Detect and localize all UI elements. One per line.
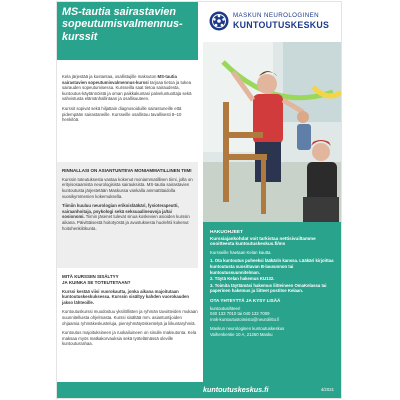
application-info-box bbox=[203, 222, 341, 382]
application-step: 3. Toimita täyttämäsi hakemus liitteineen OmaKelassa tai paperinen hakemus ja liitteet postitse Kelaan. bbox=[210, 282, 327, 294]
footer-date: 4/2021 bbox=[320, 387, 334, 392]
logo-mark-icon bbox=[209, 11, 229, 31]
intro-paragraph-1 bbox=[62, 74, 198, 102]
intro-text: Kela järjestää ja kustantaa, osallistujille maksuton bbox=[62, 74, 158, 79]
page-title: MS-tautia sairastavien sopeutumisvalmennus-kurssit bbox=[62, 6, 183, 43]
course-title-line2: JA KUINKA SE TOTEUTETAAN? bbox=[62, 279, 131, 285]
course-section-title bbox=[62, 274, 198, 286]
title-block bbox=[57, 2, 198, 60]
footer-bar bbox=[57, 382, 341, 398]
course-paragraph-3: Kuntoutus majoituksineen ja ruokailuineen on sinulle maksutonta. Kela maksaa myös matkakorvauksia sekä työtelämässä oleville kuntoutusrahaa. bbox=[62, 330, 197, 347]
contact-line: kuntoutusihteeri bbox=[210, 305, 241, 311]
brochure-page bbox=[57, 2, 341, 398]
contact-email[interactable]: mnk-kuntoutustoimisto@neuroliitto.fi bbox=[210, 316, 280, 322]
team-text-end: Tiimin jäsenet tulevat sinua koskevien asioiden kurssin aikana. Päivittäisestä hoitotyöstä ja avustuksesta huolehtii kokenut hoitohenkilökunta. bbox=[62, 214, 190, 231]
course-section bbox=[62, 274, 198, 351]
application-subheading: Kurssiajankohdat voit tarkistaa nettisivuiltamme osoitteesta kuntoutuskeskus.fi/ms bbox=[210, 235, 316, 247]
application-step: 1. Ota kuntoutus puheeksi lääkärin kanssa. Lääkäri kirjoittaa kuntoutusta suosittavan B-lausunnon tai kuntoutussuunnitelman. bbox=[210, 258, 334, 275]
course-paragraph-2: Kuntoutuskurssi muodostuu yksilöllisten ja ryhmän tavoitteiden mukaan suunnitelluista ohjelmasta. Kurssi sisältää mm. asiantuntijoiden ohjaamia ryhmäkeskusteluja, pienryhmätyöskentelyä ja liikuntaryhmiä. bbox=[62, 309, 198, 326]
logo-text bbox=[233, 12, 329, 30]
application-step: 2. Täytä Kelan hakemus KU132. bbox=[210, 276, 275, 282]
team-section bbox=[57, 162, 198, 268]
footer-url-link[interactable]: kuntoutuskeskus.fi bbox=[203, 385, 269, 394]
intro-section bbox=[62, 74, 198, 127]
rehabilitation-photo bbox=[203, 42, 341, 222]
applied-via-text: Kursseille haetaan Kelan kautta. bbox=[210, 249, 272, 255]
intro-text-end: tarjoaa tietoa ja tukea sairauden sopeutumisessa. Kursseilla saat tietoa sairaudesta, kuntoutus-käytännöistä ja oman paikkakuntasi palveluntuottaja sekä vahvistusta elämänhallintaan ja osallisuuteen. bbox=[62, 79, 192, 102]
course-title-line1: MITÄ KURSSIIN SISÄLTYY bbox=[62, 274, 119, 279]
application-steps bbox=[210, 258, 334, 294]
logo-line1: MASKUN NEUROLOGINEN bbox=[233, 12, 319, 19]
team-paragraph-2 bbox=[62, 203, 193, 231]
contact-organization: Maskun neurologinen kuntoutuskeskus bbox=[210, 326, 285, 332]
team-paragraph-1: Kurssin toteutuksesta vastaa kokenut moniammatillinen tiimi, jolla on erityisosaamista neurologisista sairauksista. MS-tautia sairastavien kuntoutusta järjestetään Maskussa vankalla ammattitaidolla vuosikymmenien kokemuksella. bbox=[62, 176, 193, 199]
course-paragraph-1: Kurssi kestää viisi vuorokautta, jonka aikana majoitutaan kuntoutuskeskuksessa. Kurssin sisältyy kahden vuorokauden jakso lähteoille. bbox=[62, 288, 190, 305]
contact-phone: 040 133 7010 tai 040 132 7009 bbox=[210, 311, 270, 317]
team-section-title: RINNALLASI ON ASIANTUNTEVA MONIAMMATILLINEN TIIMI bbox=[62, 168, 192, 173]
intro-paragraph-2: Kurssit sopivat sekä hiljattain diagnosoiduille sairastuneille että pidempään sairastaneille. Kursseille osallistuu tavallisesti 8–10 henkilöä. bbox=[62, 105, 182, 123]
contact-address: Vaihenkentie 10 A, 21250 Masku bbox=[210, 331, 273, 337]
logo bbox=[207, 5, 337, 41]
team-bold: Tiimiin kuuluu neurologian erikoislääkäri, fysioterapeutti, sairaanhoitaja, psykologi sekä seksuaalineuvoja ja/tai sosionomi. bbox=[62, 203, 179, 220]
application-heading: HAKUOHJEET bbox=[210, 230, 244, 235]
logo-line2: KUNTOUTUSKESKUS bbox=[233, 20, 330, 30]
contact-heading: OTA YHTEYTTÄ JA KYSY LISÄÄ bbox=[210, 297, 281, 303]
intro-bold: MS-tautia sairastavien sopeutumisvalmennus-kurssi bbox=[62, 74, 177, 85]
